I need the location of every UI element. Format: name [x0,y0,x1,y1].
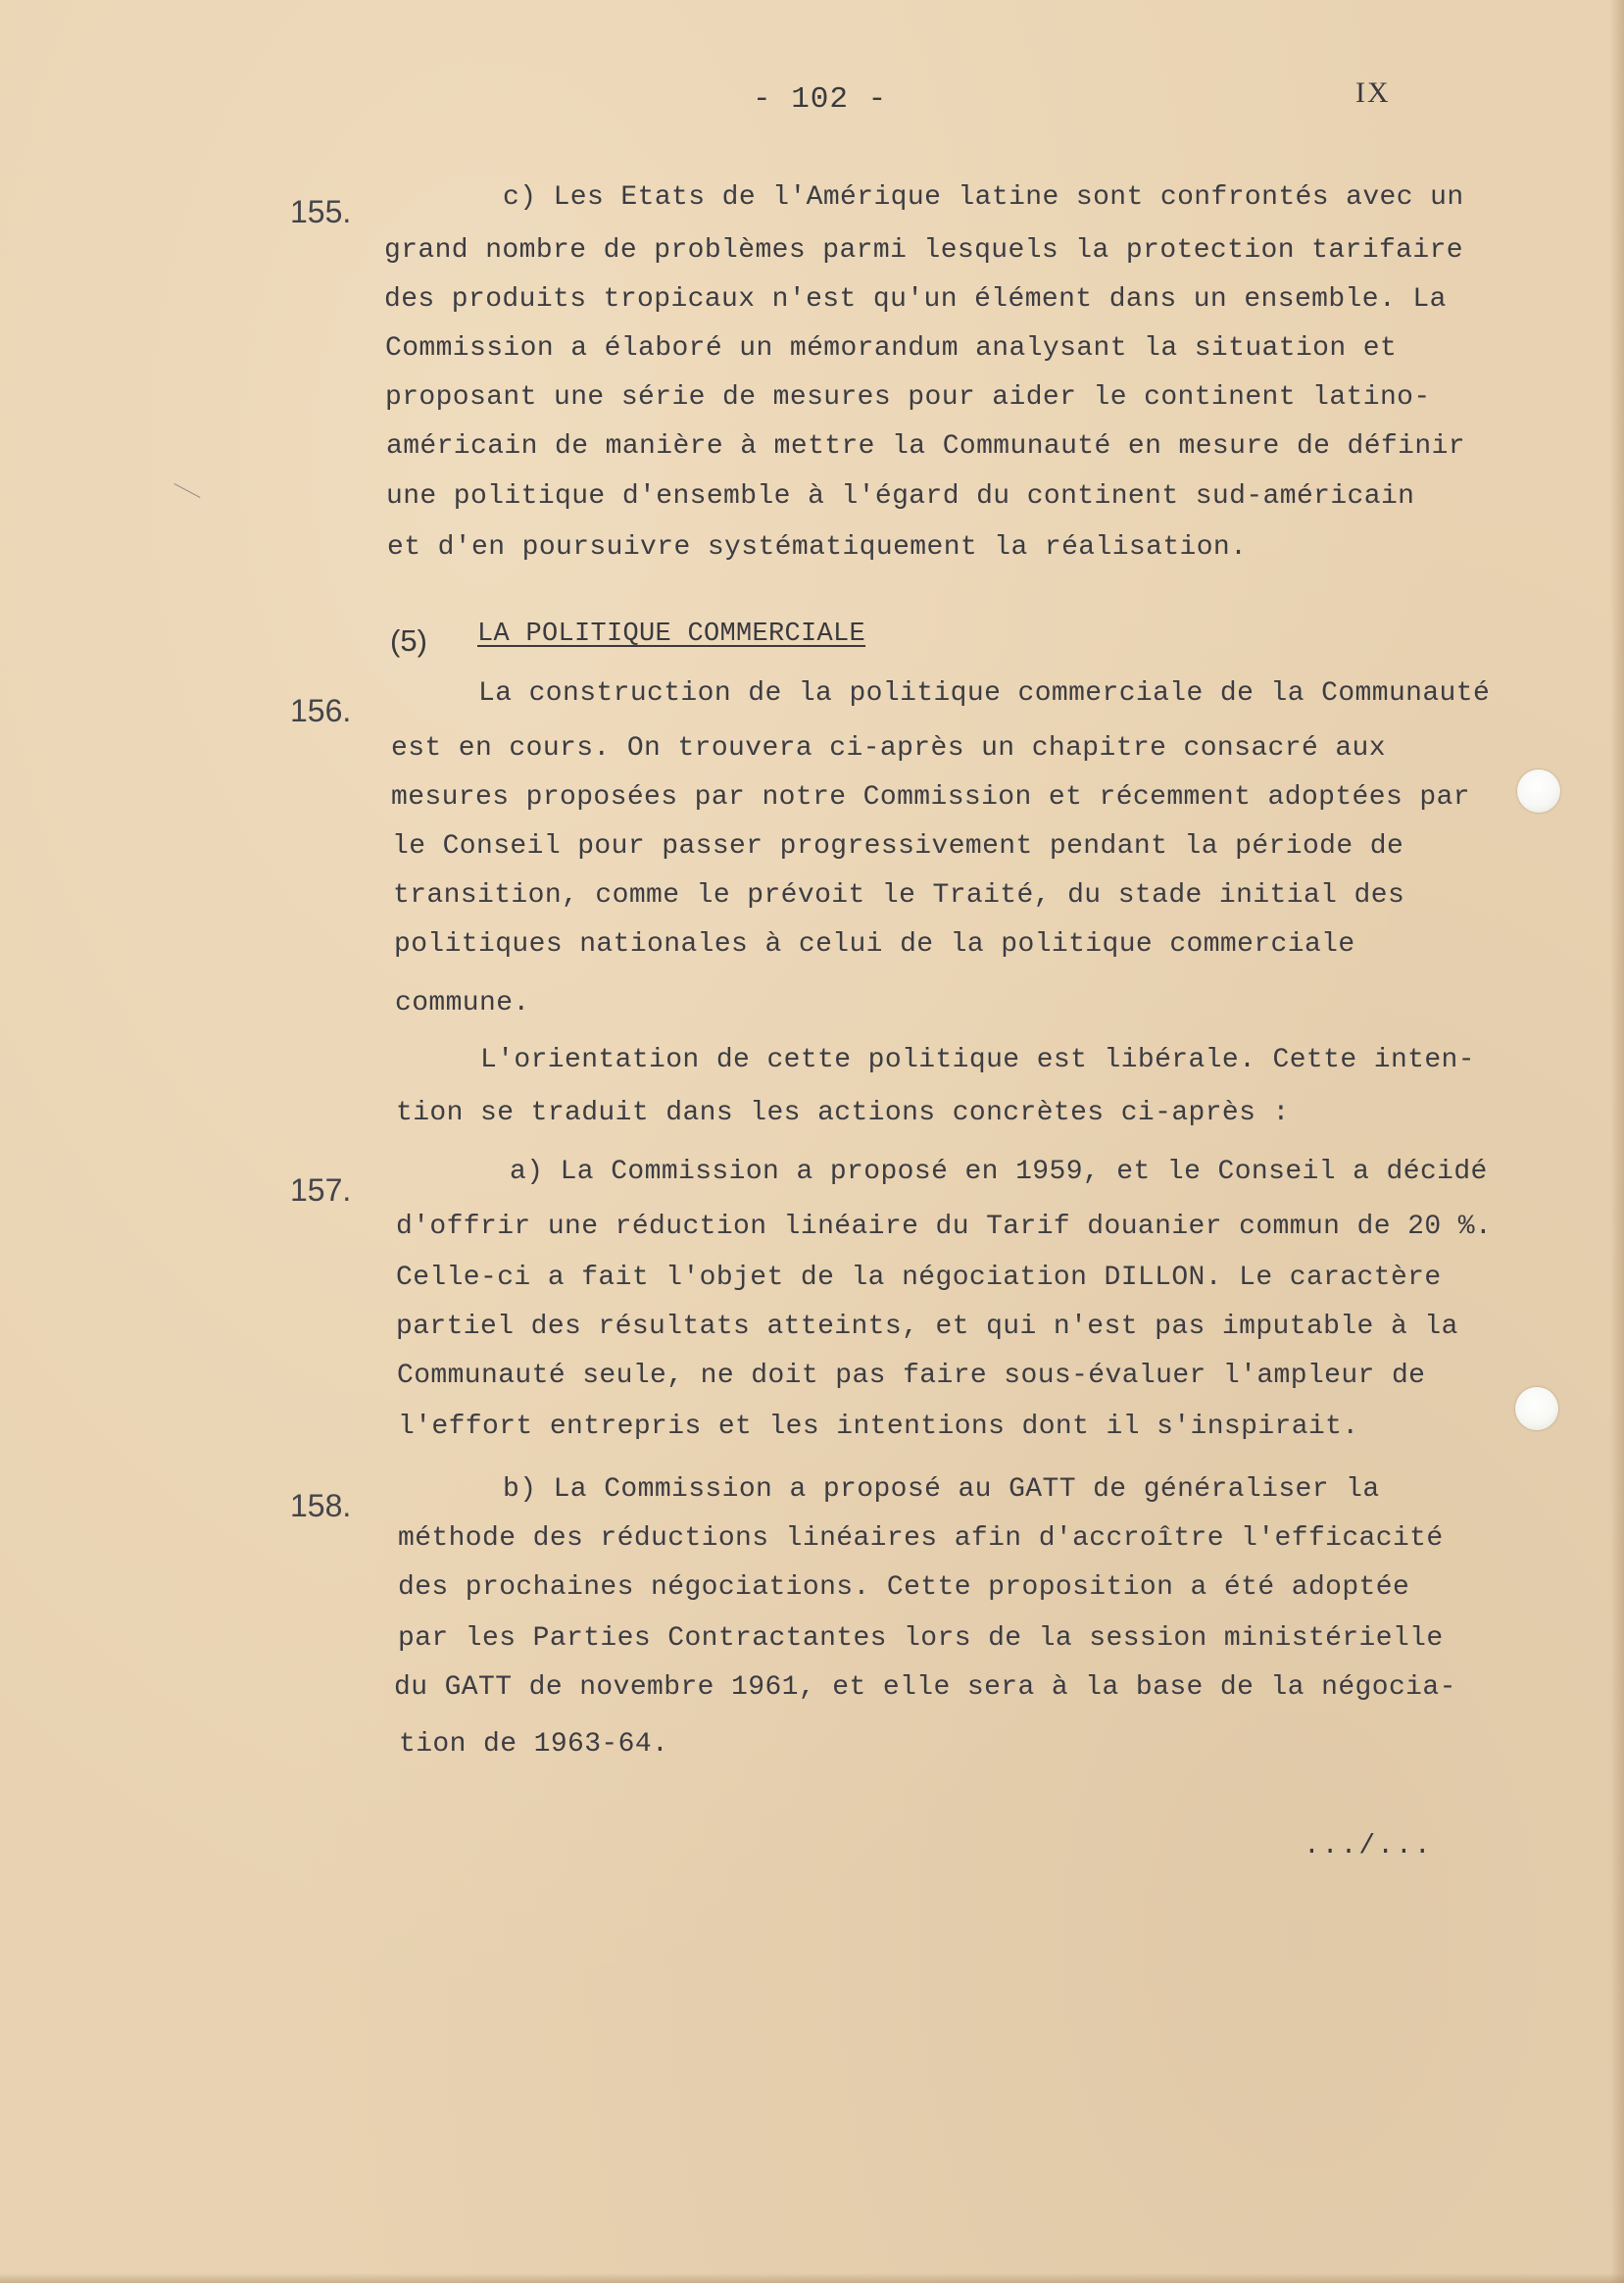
paragraph-155-line-5: proposant une série de mesures pour aider le continent latino- [385,382,1431,413]
paragraph-155-line-2: grand nombre de problèmes parmi lesquels la protection tarifaire [384,235,1463,266]
paragraph-number-155: 155. [290,194,352,229]
paragraph-156-line-4: le Conseil pour passer progressivement pendant la période de [392,831,1404,862]
paragraph-157-line-1: a) La Commission a proposé en 1959, et le Conseil a décidé [510,1157,1488,1187]
paragraph-158-line-4: par les Parties Contractantes lors de la session ministérielle [398,1623,1444,1654]
paragraph-158-line-1: b) La Commission a proposé au GATT de généraliser la [503,1474,1380,1505]
paragraph-155-line-3: des produits tropicaux n'est qu'un élément dans un ensemble. La [384,284,1447,315]
orientation-line-2: tion se traduit dans les actions concrètes ci-après : [396,1098,1290,1128]
paragraph-156-line-1: La construction de la politique commerciale de la Communauté [478,678,1491,709]
paragraph-157-line-6: l'effort entrepris et les intentions dont il s'inspirait. [398,1412,1359,1442]
section-heading-title: LA POLITIQUE COMMERCIALE [477,620,866,649]
orientation-line-1: L'orientation de cette politique est libérale. Cette inten- [480,1045,1475,1075]
page-number: - 102 - [753,82,888,117]
page-bottom-shadow [0,2273,1624,2283]
paragraph-155-line-6: américain de manière à mettre la Communauté en mesure de définir [386,431,1465,462]
paper-blemish [174,483,201,498]
paragraph-number-158: 158. [290,1488,352,1523]
section-mark: IX [1355,76,1391,109]
paragraph-157-line-2: d'offrir une réduction linéaire du Tarif douanier commun de 20 %. [396,1212,1493,1242]
paragraph-158-line-3: des prochaines négociations. Cette proposition a été adoptée [398,1572,1410,1603]
section-heading-number: (5) [390,623,427,658]
paragraph-158-line-2: méthode des réductions linéaires afin d'accroître l'efficacité [398,1523,1444,1554]
paragraph-156-line-6: politiques nationales à celui de la politique commerciale [394,929,1355,960]
page-edge-shadow [1610,0,1624,2283]
paragraph-156-line-3: mesures proposées par notre Commission et récemment adoptées par [391,782,1470,813]
paragraph-157-line-5: Communauté seule, ne doit pas faire sous-évaluer l'ampleur de [397,1361,1426,1391]
paragraph-157-line-3: Celle-ci a fait l'objet de la négociation DILLON. Le caractère [396,1263,1442,1293]
paragraph-155-line-7: une politique d'ensemble à l'égard du continent sud-américain [386,481,1415,512]
paragraph-155-line-1: c) Les Etats de l'Amérique latine sont confrontés avec un [503,182,1464,213]
paragraph-number-157: 157. [290,1172,352,1208]
paragraph-156-line-2: est en cours. On trouvera ci-après un chapitre consacré aux [391,733,1386,764]
paragraph-158-line-5: du GATT de novembre 1961, et elle sera à la base de la négocia- [394,1672,1456,1703]
paragraph-156-line-5: transition, comme le prévoit le Traité, du stade initial des [393,880,1405,911]
paragraph-158-line-6: tion de 1963-64. [399,1729,669,1760]
punch-hole-top [1517,769,1560,813]
continuation-mark: .../... [1304,1831,1433,1861]
paragraph-156-line-7: commune. [395,988,530,1018]
paragraph-number-156: 156. [290,693,352,728]
paragraph-157-line-4: partiel des résultats atteints, et qui n'est pas imputable à la [396,1312,1458,1342]
punch-hole-bottom [1515,1387,1558,1430]
paragraph-155-line-4: Commission a élaboré un mémorandum analysant la situation et [385,333,1398,364]
paragraph-155-line-8: et d'en poursuivre systématiquement la réalisation. [387,532,1248,563]
